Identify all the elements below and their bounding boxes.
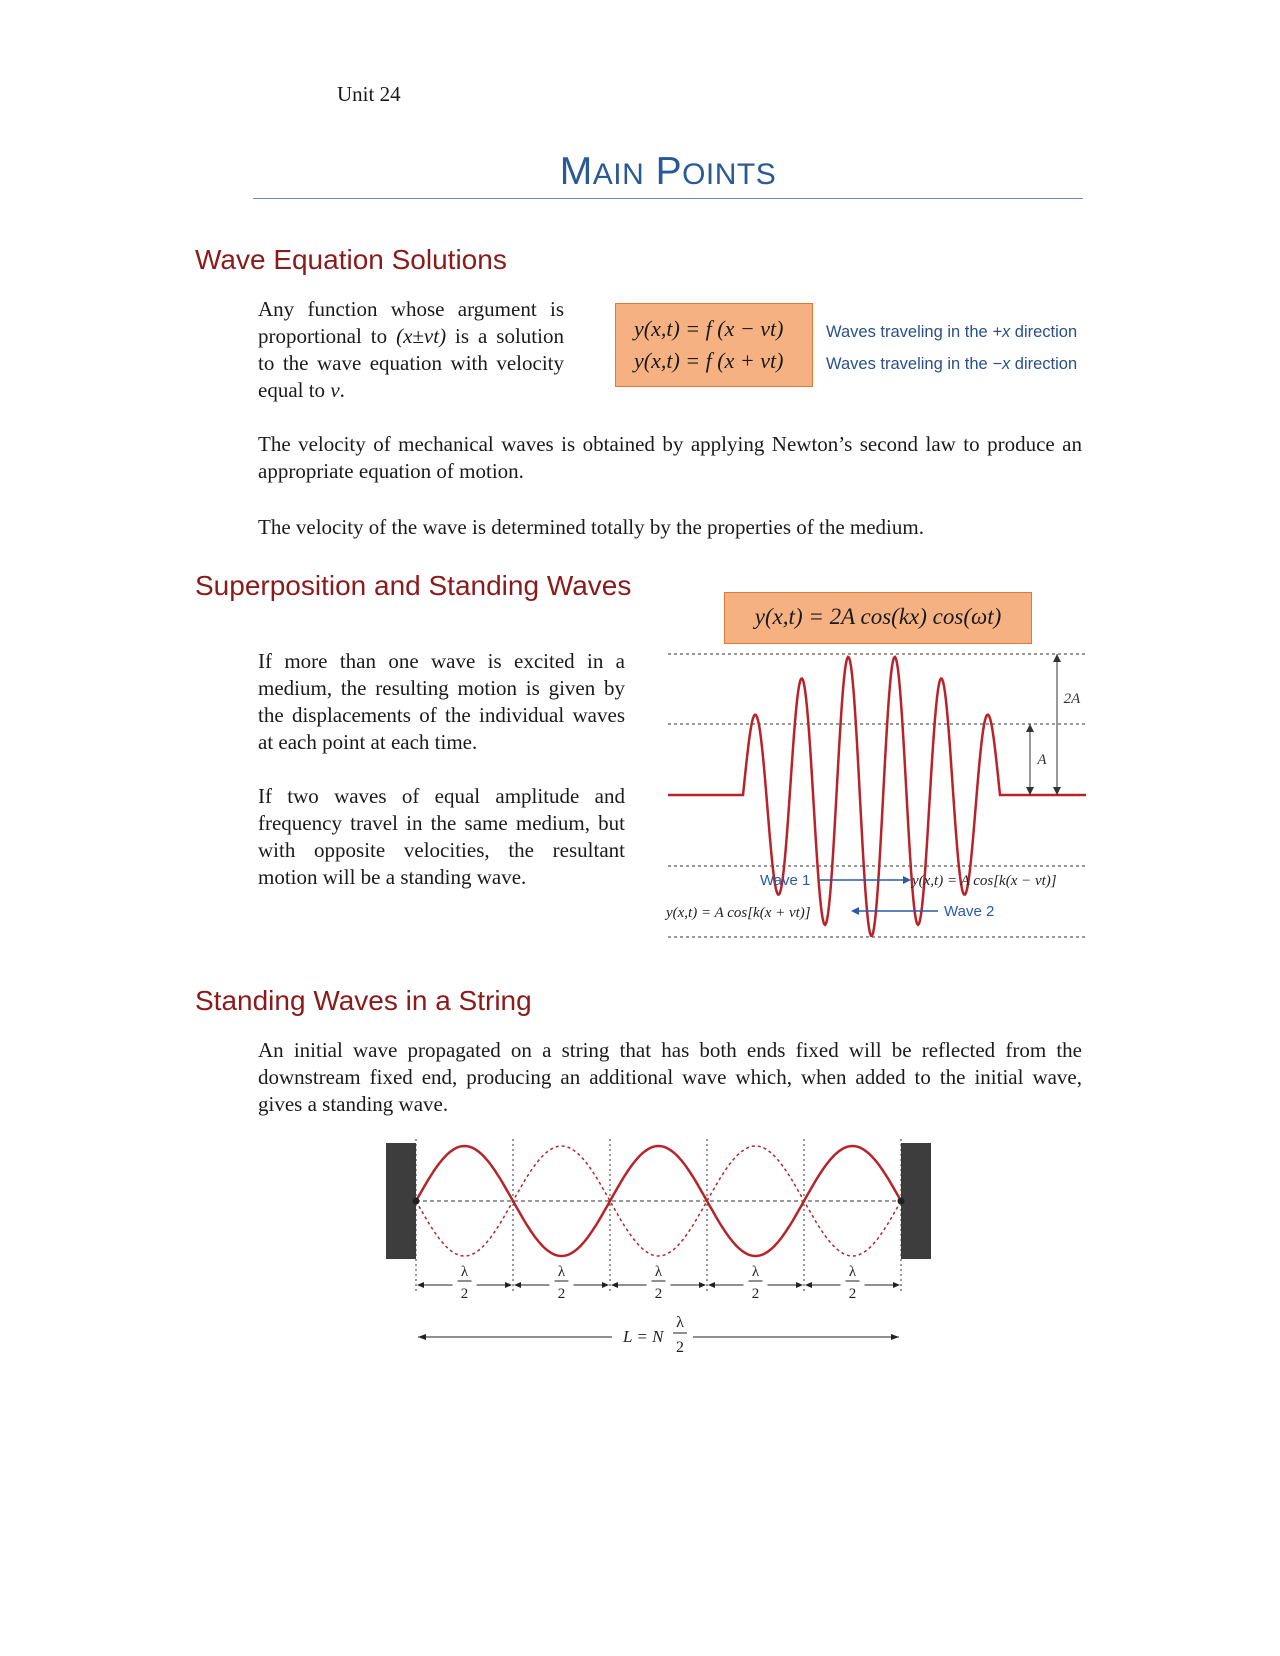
segment-lambda: λ [848,1264,857,1280]
wave2-equation: y(x,t) = A cos[k(x + vt)] [666,905,811,921]
medium-velocity-paragraph: The velocity of the wave is determined totally by the properties of the medium. [258,515,924,539]
right-fixed-end [898,1198,905,1205]
segment-lambda: λ [460,1264,469,1280]
page-title: MAIN POINTS [559,150,777,193]
note-minus-x: Waves traveling in the −x direction [826,355,1078,373]
segment-half-wavelength [708,1264,803,1302]
segment-arrow-right [602,1282,609,1288]
superposition-paragraph: If more than one wave is excited in a medium, the resulting motion is given by the displacements of the individual waves at each point at each time. [258,649,625,754]
wave1-label: Wave 1 [760,872,811,889]
left-wall [386,1143,416,1259]
left-fixed-end [413,1198,420,1205]
section-heading-superposition: Superposition and Standing Waves [195,570,632,601]
wave2-label: Wave 2 [944,903,995,920]
label-2a: 2A [1063,691,1081,707]
segment-half-wavelength [417,1264,512,1302]
length-lambda: λ [676,1314,684,1331]
segment-arrow-left [805,1282,812,1288]
wave1-equation: y(x,t) = A cos[k(x − vt)] [912,873,1057,889]
segment-half-wavelength [611,1264,706,1302]
segment-arrow-left [708,1282,715,1288]
segment-two: 2 [460,1286,469,1302]
equation-minus-x: y(x,t) = f (x + vt) [634,348,784,373]
unit-label: Unit 24 [337,82,401,106]
label-a: A [1037,752,1047,768]
equation-plus-x: y(x,t) = f (x − vt) [634,316,784,341]
segment-two: 2 [848,1286,857,1302]
right-wall [901,1143,931,1259]
segment-arrow-right [893,1282,900,1288]
segment-arrow-left [514,1282,521,1288]
segment-half-wavelength [805,1264,900,1302]
wave-equation-intro: Any function whose argument is proportional to (x±vt) is a solution to the wave equation with velocity equal to v. [258,297,564,402]
segment-arrow-left [611,1282,618,1288]
segment-arrow-right [699,1282,706,1288]
segment-lambda: λ [557,1264,566,1280]
mechanical-velocity-paragraph: The velocity of mechanical waves is obtained by applying Newton’s second law to produce an appropriate equation of motion. [258,432,1082,483]
segment-two: 2 [654,1286,663,1302]
segment-two: 2 [557,1286,566,1302]
segment-arrow-right [796,1282,803,1288]
section-heading-wave-equation: Wave Equation Solutions [195,244,507,275]
segment-two: 2 [751,1286,760,1302]
section-heading-standing-string: Standing Waves in a String [195,985,532,1016]
note-plus-x: Waves traveling in the +x direction [826,323,1078,341]
length-arrow-left [418,1334,426,1340]
segment-lambda: λ [654,1264,663,1280]
standing-wave-equation: y(x,t) = 2A cos(kx) cos(ωt) [724,592,1032,644]
segment-half-wavelength [514,1264,609,1302]
length-two: 2 [676,1339,684,1356]
length-label: L = N [623,1327,664,1346]
segment-arrow-left [417,1282,424,1288]
standing-wave-paragraph: If two waves of equal amplitude and frequency travel in the same medium, but with opposite velocities, the resultant motion will be a standing wave. [258,784,625,889]
segment-arrow-right [505,1282,512,1288]
length-arrow-right [891,1334,899,1340]
segment-lambda: λ [751,1264,760,1280]
string-paragraph: An initial wave propagated on a string that has both ends fixed will be reflected from the downstream fixed end, producing an additional wave which, when added to the initial wave, gives a standing wave. [258,1038,1082,1116]
